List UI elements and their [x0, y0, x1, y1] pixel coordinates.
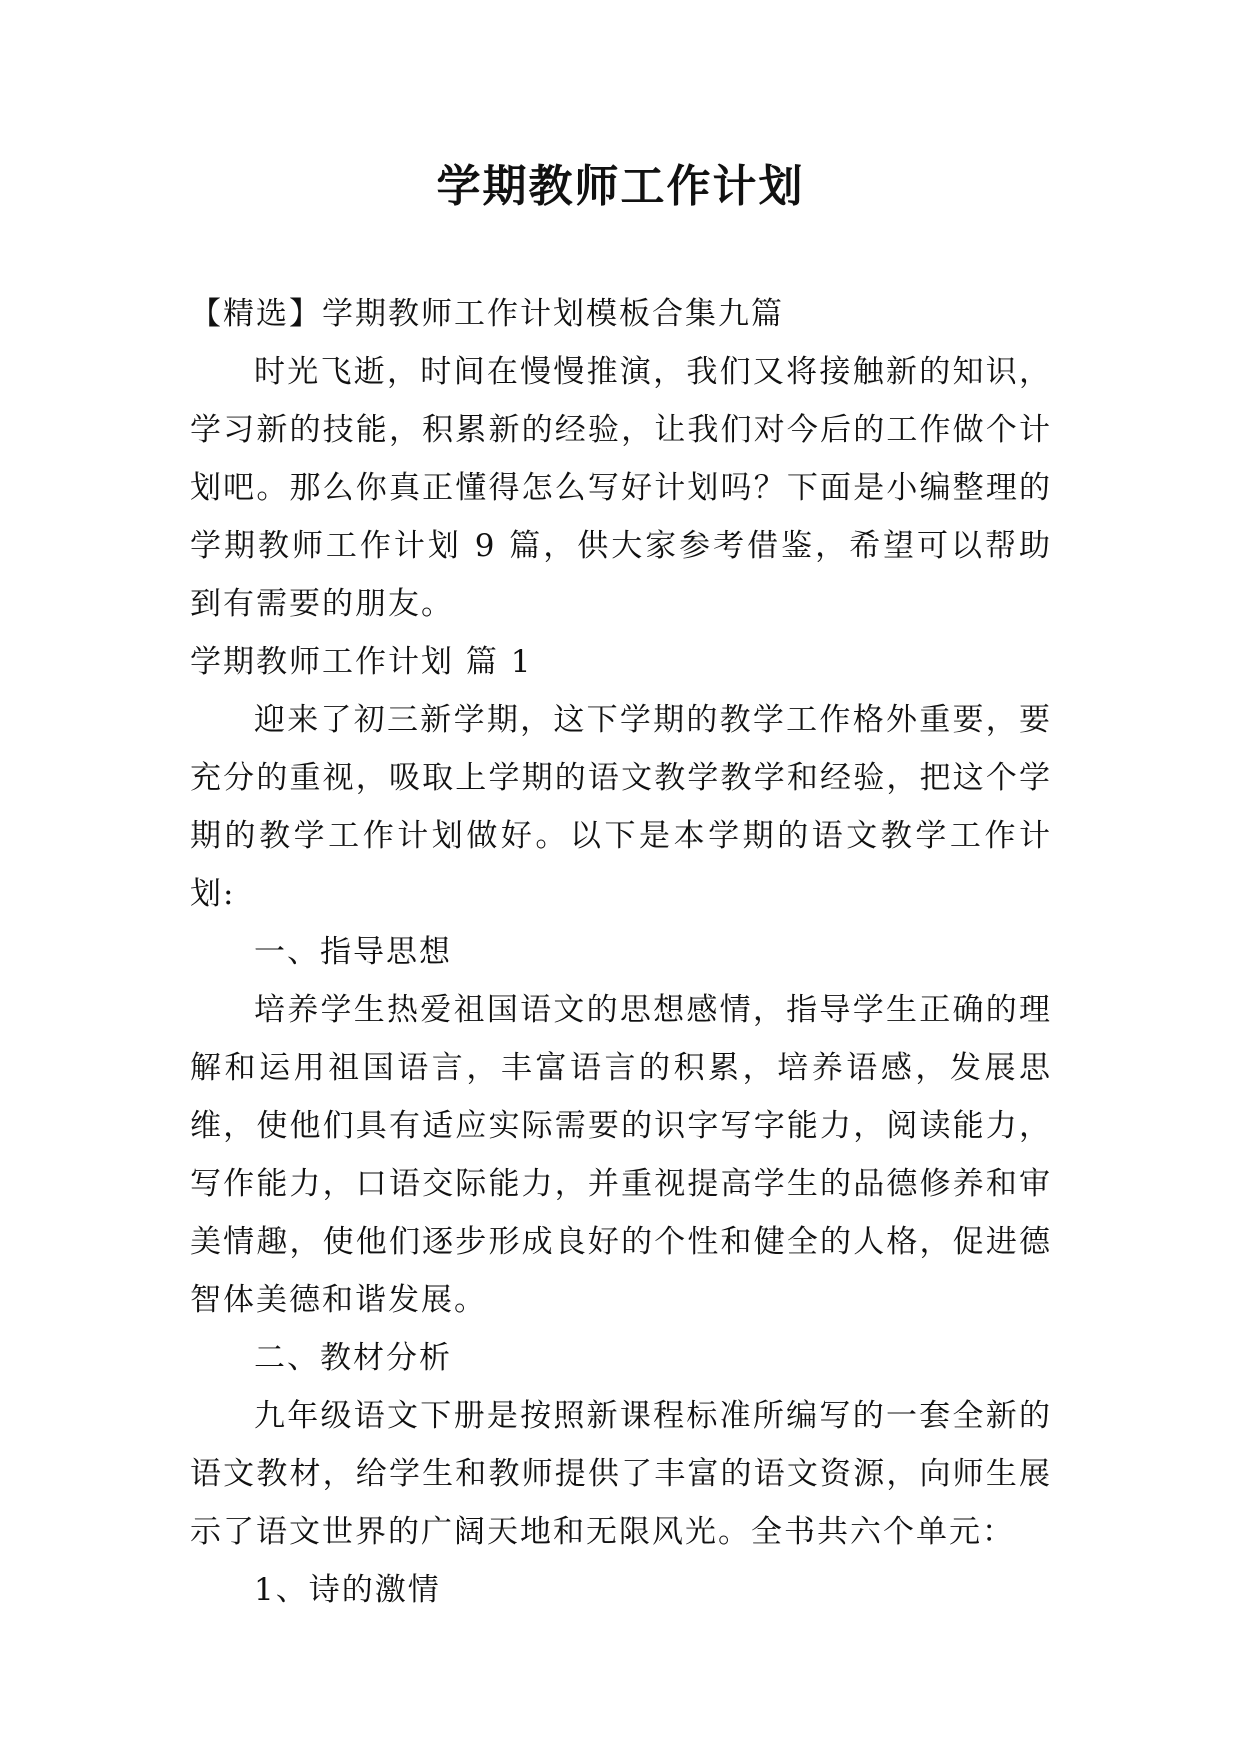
- subheading-textbook-analysis: 二、教材分析: [254, 1340, 452, 1376]
- intro-paragraph: 时光飞逝，时间在慢慢推演，我们又将接触新的知识，学习新的技能，积累新的经验，让我们对今后的工作做个计划吧。那么你真正懂得怎么写好计划吗？下面是小编整理的学期教师工作计划 9 篇，供大家参考借鉴，希望可以帮助到有需要的朋友。: [190, 354, 1052, 622]
- subheading-guiding-ideology: 一、指导思想: [254, 934, 452, 970]
- document-body: [190, 285, 1052, 1619]
- guiding-ideology-paragraph: 培养学生热爱祖国语文的思想感情，指导学生正确的理解和运用祖国语言，丰富语言的积累，培养语感，发展思维，使他们具有适应实际需要的识字写字能力，阅读能力，写作能力，口语交际能力，并重视提高学生的品德修养和审美情趣，使他们逐步形成良好的个性和健全的人格，促进德智体美德和谐发展。: [190, 992, 1052, 1318]
- document-title: 学期教师工作计划: [436, 161, 805, 212]
- unit-item-1: 1、诗的激情: [254, 1572, 441, 1608]
- section-heading: 学期教师工作计划 篇 1: [190, 644, 533, 680]
- section-intro-paragraph: 迎来了初三新学期，这下学期的教学工作格外重要，要充分的重视，吸取上学期的语文教学教学和经验，把这个学期的教学工作计划做好。以下是本学期的语文教学工作计划:: [190, 702, 1052, 912]
- textbook-analysis-paragraph: 九年级语文下册是按照新课程标准所编写的一套全新的语文教材，给学生和教师提供了丰富的语文资源，向师生展示了语文世界的广阔天地和无限风光。全书共六个单元：: [190, 1398, 1052, 1550]
- subtitle-line: 【精选】学期教师工作计划模板合集九篇: [190, 296, 784, 332]
